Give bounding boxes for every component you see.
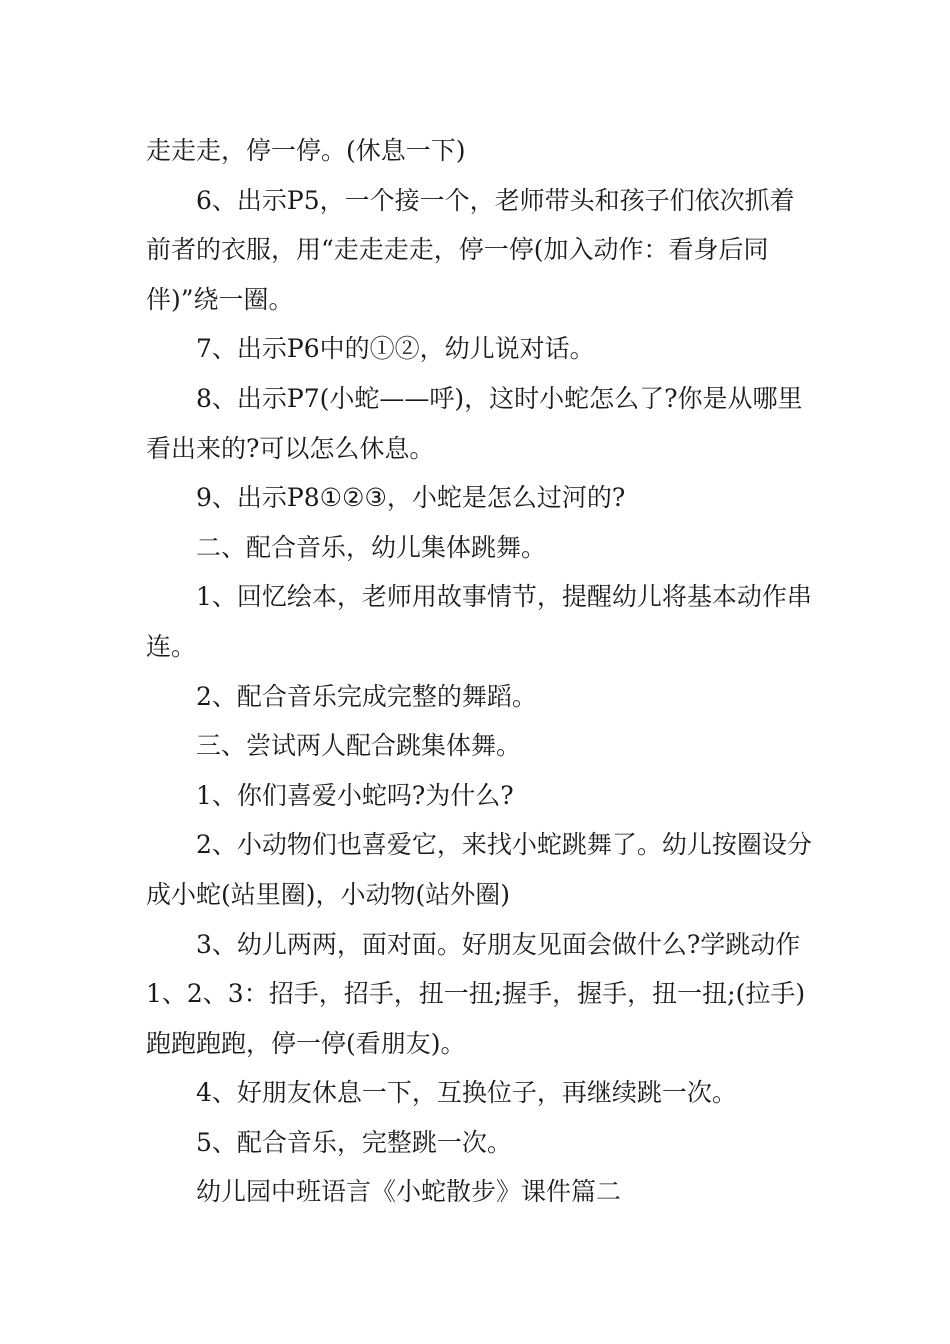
paragraph-14: 5、配合音乐，完整跳一次。 [196,1127,512,1157]
paragraph-8: 2、配合音乐完成完整的舞蹈。 [196,681,537,711]
section-heading-3: 三、尝试两人配合跳集体舞。 [196,731,522,761]
paragraph-2: 6、出示P5，一个接一个，老师带头和孩子们依次抓着前者的衣服，用“走走走走，停一停(加入动作：看身后同伴)”绕一圈。 [146,185,795,314]
article-title-part-2: 幼儿园中班语言《小蛇散步》课件篇二 [196,1177,622,1207]
paragraph-13: 4、好朋友休息一下，互换位子，再继续跳一次。 [196,1078,737,1108]
paragraph-5: 9、出示P8①②③，小蛇是怎么过河的? [196,483,626,513]
paragraph-7: 1、回忆绘本，老师用故事情节，提醒幼儿将基本动作串连。 [146,582,812,661]
paragraph-12: 3、幼儿两两，面对面。好朋友见面会做什么?学跳动作1、2、3：招手，招手，扭一扭;握手，握手，扭一扭;(拉手)跑跑跑跑，停一停(看朋友)。 [146,929,806,1058]
document-body [146,126,814,1217]
paragraph-10: 1、你们喜爱小蛇吗?为什么? [196,780,514,810]
paragraph-3: 7、出示P6中的①②，幼儿说对话。 [196,334,595,364]
paragraph-11: 2、小动物们也喜爱它，来找小蛇跳舞了。幼儿按圈设分成小蛇(站里圈)，小动物(站外圈) [146,830,812,909]
paragraph-4: 8、出示P7(小蛇——呼)，这时小蛇怎么了?你是从哪里看出来的?可以怎么休息。 [146,383,803,463]
paragraph-1: 走走走，停一停。(休息一下) [146,136,466,165]
section-heading-2: 二、配合音乐，幼儿集体跳舞。 [196,532,547,562]
